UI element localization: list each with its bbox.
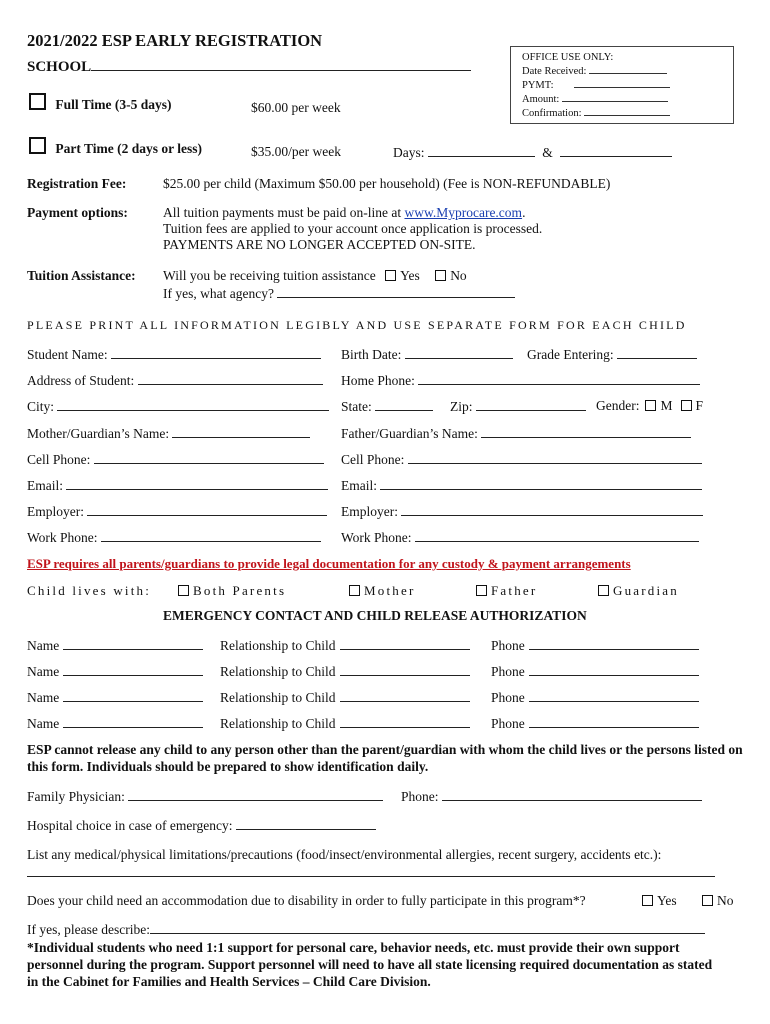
cell-phone-1-field[interactable] — [27, 451, 324, 468]
accommodation-yes-checkbox[interactable] — [642, 895, 653, 906]
physician-phone-line[interactable] — [442, 788, 702, 801]
address-field[interactable] — [27, 372, 323, 389]
part-time-price: $35.00/per week — [251, 144, 341, 159]
emergency-relationship-label: Relationship to Child — [220, 638, 336, 653]
emergency-name-label: Name — [27, 716, 60, 731]
describe-field[interactable] — [27, 921, 705, 938]
tuition-assistance-row — [163, 268, 467, 284]
payment-line2: Tuition fees are applied to your account once application is processed. — [163, 221, 543, 236]
accommodation-yes-label: Yes — [657, 893, 677, 908]
emergency-phone-label: Phone — [491, 664, 525, 679]
father-name-label: Father/Guardian’s Name: — [341, 426, 478, 441]
email-1-field[interactable] — [27, 477, 328, 494]
email-2-field[interactable] — [341, 477, 702, 494]
physician-line[interactable] — [128, 788, 383, 801]
lives-father-label: Father — [491, 583, 538, 598]
assistance-no-checkbox[interactable] — [435, 270, 446, 281]
lives-guardian-label: Guardian — [613, 583, 679, 598]
accommodation-no-checkbox[interactable] — [702, 895, 713, 906]
emergency-phone-line[interactable] — [529, 637, 699, 650]
emergency-relationship-label: Relationship to Child — [220, 690, 336, 705]
employer-1-label: Employer: — [27, 504, 84, 519]
physician-phone-label: Phone: — [401, 789, 439, 804]
describe-line[interactable] — [150, 921, 705, 934]
accommodation-no — [696, 893, 734, 909]
emergency-name-line[interactable] — [63, 715, 203, 728]
hospital-field[interactable] — [27, 817, 376, 834]
lives-guardian-checkbox[interactable] — [598, 585, 609, 596]
emergency-phone-field-2[interactable] — [491, 663, 699, 680]
work-phone-1-line[interactable] — [101, 529, 321, 542]
payment-options-label: Payment options: — [27, 205, 128, 220]
school-field[interactable] — [27, 58, 471, 76]
employer-2-line[interactable] — [401, 503, 703, 516]
city-label: City: — [27, 399, 55, 414]
emergency-relationship-field-4[interactable] — [220, 715, 470, 732]
gender-f-checkbox[interactable] — [681, 400, 692, 411]
gender-f-label: F — [695, 398, 704, 413]
part-time-row — [29, 137, 202, 157]
lives-with-father — [470, 583, 537, 599]
student-name-line[interactable] — [111, 346, 321, 359]
emergency-phone-label: Phone — [491, 690, 525, 705]
emergency-name-field-2[interactable] — [27, 663, 203, 680]
procare-link[interactable]: www.Myprocare.com — [404, 205, 523, 220]
birth-date-line[interactable] — [405, 346, 513, 359]
grade-label: Grade Entering: — [527, 347, 614, 362]
emergency-name-label: Name — [27, 664, 60, 679]
part-time-label: Part Time (2 days or less) — [55, 141, 202, 156]
city-line[interactable] — [57, 398, 329, 411]
payment-line1-post: . — [522, 205, 526, 220]
registration-fee-text: $25.00 per child (Maximum $50.00 per household) (Fee is NON-REFUNDABLE) — [163, 176, 611, 191]
emergency-relationship-label: Relationship to Child — [220, 716, 336, 731]
lives-mother-label: Mother — [364, 583, 416, 598]
cell-phone-1-label: Cell Phone: — [27, 452, 91, 467]
payment-line3: PAYMENTS ARE NO LONGER ACCEPTED ON-SITE. — [163, 237, 476, 252]
physician-field[interactable] — [27, 788, 383, 805]
payment-options-text — [163, 205, 542, 253]
cell-phone-2-field[interactable] — [341, 451, 702, 468]
father-name-line[interactable] — [481, 425, 691, 438]
cell-phone-2-label: Cell Phone: — [341, 452, 405, 467]
describe-label: If yes, please describe: — [27, 922, 150, 937]
email-2-label: Email: — [341, 478, 377, 493]
emergency-name-line[interactable] — [63, 689, 203, 702]
physician-label: Family Physician: — [27, 789, 125, 804]
pymt-line — [574, 78, 670, 88]
lives-with-guardian — [592, 583, 679, 599]
employer-1-line[interactable] — [87, 503, 327, 516]
emergency-name-label: Name — [27, 638, 60, 653]
email-1-line[interactable] — [66, 477, 328, 490]
cell-phone-1-line[interactable] — [94, 451, 324, 464]
days-field[interactable] — [393, 144, 672, 161]
grade-field[interactable] — [527, 346, 697, 363]
support-footnote: *Individual students who need 1:1 support for personal care, behavior needs, etc. must provide their own support personnel during the program. Support personnel will need to have all state licensing required documentation as stated in the Cabinet for Families and Health Services – Child Care Division. — [27, 940, 713, 989]
mother-name-line[interactable] — [172, 425, 310, 438]
full-time-price: $60.00 per week — [251, 100, 341, 115]
emergency-name-field-4[interactable] — [27, 715, 203, 732]
state-line[interactable] — [375, 398, 433, 411]
birth-date-field[interactable] — [341, 346, 513, 363]
emergency-name-line[interactable] — [63, 637, 203, 650]
address-label: Address of Student: — [27, 373, 135, 388]
student-name-field[interactable] — [27, 346, 321, 363]
lives-with-mother — [343, 583, 415, 599]
full-time-label: Full Time (3-5 days) — [55, 97, 172, 112]
emergency-relationship-field-2[interactable] — [220, 663, 470, 680]
accommodation-no-label: No — [717, 893, 734, 908]
amount-label: Amount: — [522, 94, 560, 105]
release-note: ESP cannot release any child to any person other than the parent/guardian with whom the child lives or the persons listed on this form. Individuals should be prepared to show identification daily. — [27, 742, 743, 774]
address-line[interactable] — [138, 372, 323, 385]
lives-mother-checkbox[interactable] — [349, 585, 360, 596]
emergency-relationship-label: Relationship to Child — [220, 664, 336, 679]
pymt-label: PYMT: — [522, 80, 554, 91]
state-field[interactable] — [341, 398, 433, 415]
zip-label: Zip: — [450, 399, 473, 414]
student-name-label: Student Name: — [27, 347, 108, 362]
emergency-phone-label: Phone — [491, 638, 525, 653]
full-time-row — [29, 93, 172, 113]
registration-fee-label: Registration Fee: — [27, 176, 127, 191]
emergency-relationship-line[interactable] — [340, 637, 470, 650]
home-phone-field[interactable] — [341, 372, 700, 389]
work-phone-2-label: Work Phone: — [341, 530, 412, 545]
lives-with-both — [172, 583, 286, 599]
emergency-phone-field-4[interactable] — [491, 715, 699, 732]
employer-2-label: Employer: — [341, 504, 398, 519]
emergency-phone-field-1[interactable] — [491, 637, 699, 654]
accommodation-question: Does your child need an accommodation due to disability in order to fully participate in this program*? — [27, 893, 586, 908]
email-1-label: Email: — [27, 478, 63, 493]
print-instructions: PLEASE PRINT ALL INFORMATION LEGIBLY AND USE SEPARATE FORM FOR EACH CHILD — [27, 318, 687, 332]
agency-line[interactable] — [277, 285, 515, 298]
employer-1-field[interactable] — [27, 503, 327, 520]
lives-father-checkbox[interactable] — [476, 585, 487, 596]
days-label: Days: — [393, 145, 425, 160]
mother-name-field[interactable] — [27, 425, 310, 442]
days-line-2[interactable] — [560, 144, 672, 157]
hospital-line[interactable] — [236, 817, 376, 830]
tuition-assistance-question: Will you be receiving tuition assistance — [163, 268, 376, 283]
state-label: State: — [341, 399, 372, 414]
custody-note: ESP requires all parents/guardians to provide legal documentation for any custody & payment arrangements — [27, 556, 631, 571]
city-field[interactable] — [27, 398, 329, 415]
emergency-phone-label: Phone — [491, 716, 525, 731]
home-phone-label: Home Phone: — [341, 373, 415, 388]
work-phone-1-label: Work Phone: — [27, 530, 98, 545]
assistance-yes-checkbox[interactable] — [385, 270, 396, 281]
hospital-label: Hospital choice in case of emergency: — [27, 818, 233, 833]
emergency-phone-line[interactable] — [529, 663, 699, 676]
lives-both-checkbox[interactable] — [178, 585, 189, 596]
assistance-no-label: No — [450, 268, 467, 283]
limitations-label: List any medical/physical limitations/precautions (food/insect/environmental allergies, recent surgery, accidents etc.): — [27, 847, 662, 862]
agency-label: If yes, what agency? — [163, 286, 274, 301]
office-heading: OFFICE USE ONLY: — [522, 52, 614, 63]
birth-date-label: Birth Date: — [341, 347, 402, 362]
emergency-relationship-line[interactable] — [340, 663, 470, 676]
zip-line[interactable] — [476, 398, 586, 411]
physician-phone-field[interactable] — [401, 788, 702, 805]
agency-field[interactable] — [163, 285, 515, 302]
emergency-phone-line[interactable] — [529, 715, 699, 728]
lives-with-label: Child lives with: — [27, 583, 152, 598]
accommodation-yes — [636, 893, 677, 909]
emergency-relationship-line[interactable] — [340, 715, 470, 728]
father-name-field[interactable] — [341, 425, 691, 442]
cell-phone-2-line[interactable] — [408, 451, 702, 464]
assistance-yes-label: Yes — [400, 268, 420, 283]
emergency-name-field-1[interactable] — [27, 637, 203, 654]
emergency-name-label: Name — [27, 690, 60, 705]
gender-label: Gender: — [596, 398, 640, 413]
work-phone-1-field[interactable] — [27, 529, 321, 546]
full-time-checkbox[interactable] — [29, 93, 46, 110]
gender-m-label: M — [660, 398, 673, 413]
emergency-name-line[interactable] — [63, 663, 203, 676]
amount-line — [562, 92, 668, 102]
emergency-name-field-3[interactable] — [27, 689, 203, 706]
part-time-checkbox[interactable] — [29, 137, 46, 154]
emergency-phone-line[interactable] — [529, 689, 699, 702]
limitations-line[interactable] — [27, 864, 715, 877]
date-received-label: Date Received: — [522, 66, 587, 77]
office-use-box — [510, 46, 734, 124]
work-phone-2-line[interactable] — [415, 529, 699, 542]
form-title: 2021/2022 ESP EARLY REGISTRATION — [27, 31, 323, 50]
mother-name-label: Mother/Guardian’s Name: — [27, 426, 170, 441]
email-2-line[interactable] — [380, 477, 702, 490]
payment-line1-pre: All tuition payments must be paid on-line at — [163, 205, 405, 220]
emergency-heading: EMERGENCY CONTACT AND CHILD RELEASE AUTHORIZATION — [163, 608, 587, 623]
confirmation-label: Confirmation: — [522, 108, 582, 119]
days-line-1[interactable] — [428, 144, 535, 157]
confirmation-line — [584, 106, 670, 116]
work-phone-2-field[interactable] — [341, 529, 699, 546]
home-phone-line[interactable] — [418, 372, 700, 385]
school-label: SCHOOL — [27, 59, 92, 75]
tuition-assistance-label: Tuition Assistance: — [27, 268, 136, 283]
emergency-relationship-line[interactable] — [340, 689, 470, 702]
grade-line[interactable] — [617, 346, 697, 359]
lives-both-label: Both Parents — [193, 583, 287, 598]
gender-m-checkbox[interactable] — [645, 400, 656, 411]
days-amp: & — [542, 145, 553, 160]
school-input-line[interactable] — [91, 58, 471, 71]
emergency-phone-field-3[interactable] — [491, 689, 699, 706]
gender-field — [596, 398, 703, 414]
date-received-line — [589, 64, 667, 74]
emergency-relationship-field-3[interactable] — [220, 689, 470, 706]
emergency-relationship-field-1[interactable] — [220, 637, 470, 654]
employer-2-field[interactable] — [341, 503, 703, 520]
zip-field[interactable] — [450, 398, 586, 415]
